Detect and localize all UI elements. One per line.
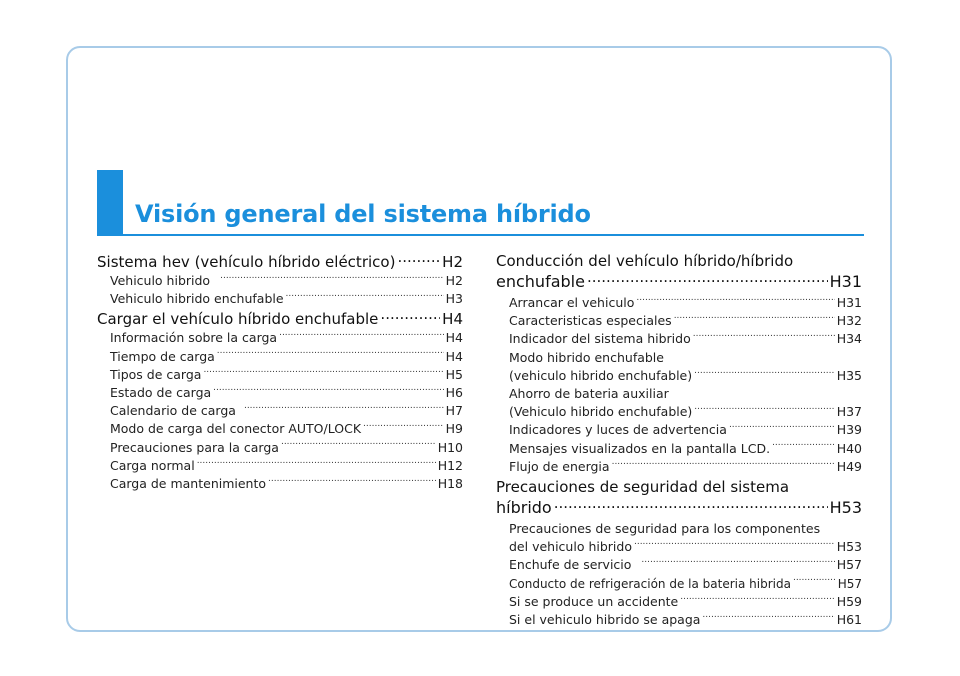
toc-item[interactable]: [496, 575, 862, 593]
toc-item[interactable]: [97, 348, 463, 366]
toc-page-number: H6: [445, 385, 463, 401]
toc-page-number: H53: [829, 498, 862, 518]
toc-leader-dots: [197, 457, 436, 470]
toc-leader-dots: [694, 404, 834, 417]
toc-item-label: Si el vehiculo hibrido se apaga: [509, 612, 701, 628]
toc-page-number: H57: [836, 557, 862, 573]
toc-page-number: H35: [836, 367, 862, 383]
toc-item-label[interactable]: Ahorro de bateria auxiliar: [509, 386, 669, 402]
toc-leader-dots: [363, 421, 444, 434]
toc-leader-dots: [793, 576, 836, 588]
toc-leader-dots: [702, 612, 834, 625]
toc-leader-dots: [674, 313, 835, 326]
toc-page-number: H2: [445, 273, 463, 288]
toc-section[interactable]: [97, 309, 463, 329]
toc-item[interactable]: [97, 457, 463, 475]
toc-leader-dots: [587, 271, 828, 287]
toc-item-label: Indicador del sistema hibrido: [509, 331, 691, 347]
toc-item-label: (Vehiculo hibrido enchufable): [509, 404, 693, 420]
toc-item[interactable]: [496, 367, 862, 385]
toc-leader-dots: [286, 291, 444, 304]
toc-item-label: (vehiculo hibrido enchufable): [509, 367, 693, 383]
toc-page-number: H37: [836, 404, 862, 420]
toc-item-label: Arrancar el vehiculo: [509, 295, 635, 310]
toc-item-label: Carga de mantenimiento: [110, 476, 267, 492]
toc-page-number: H39: [836, 422, 862, 438]
toc-leader-dots: [380, 309, 440, 324]
toc-item-label[interactable]: Precauciones de seguridad para los componentes: [509, 521, 821, 537]
toc-page-number: H10: [437, 439, 463, 455]
toc-item-label: Tiempo de carga: [110, 348, 215, 364]
toc-section-label[interactable]: Conducción del vehículo híbrido/híbrido: [496, 252, 794, 270]
toc-page-number: H49: [836, 458, 862, 474]
toc-leader-dots: [220, 273, 444, 286]
toc-leader-dots: [612, 458, 835, 471]
toc-leader-dots: [772, 440, 835, 453]
toc-section-label: enchufable: [496, 272, 585, 291]
toc-leader-dots: [279, 330, 444, 343]
chapter-header: [97, 170, 864, 236]
toc-leader-dots: [636, 295, 834, 308]
toc-section-label: Cargar el vehículo híbrido enchufable: [97, 310, 379, 329]
toc-item-label: del vehiculo hibrido: [509, 539, 632, 555]
toc-leader-dots: [203, 366, 443, 379]
toc-item[interactable]: [97, 439, 463, 457]
toc-item-label: Estado de carga: [110, 385, 212, 401]
toc-page-number: H40: [836, 440, 862, 456]
toc-page-number: H3: [445, 291, 463, 307]
toc-item-label: Modo de carga del conector AUTO/LOCK: [110, 421, 362, 437]
toc-page-number: H34: [836, 331, 862, 347]
toc-item[interactable]: [496, 538, 862, 556]
toc-page-number: H4: [445, 330, 463, 346]
toc-item[interactable]: [97, 366, 463, 384]
toc-item-label: Vehiculo hibrido: [110, 273, 211, 288]
toc-item[interactable]: [496, 556, 862, 574]
toc-page-number: H32: [836, 313, 862, 329]
toc-page-number: H4: [442, 310, 463, 329]
toc-page-number: H57: [837, 576, 862, 591]
toc-section-label: híbrido: [496, 498, 552, 518]
chapter-title: Visión general del sistema híbrido: [135, 200, 591, 228]
toc-item[interactable]: [97, 420, 463, 438]
toc-page-number: H31: [829, 272, 862, 291]
toc-item[interactable]: [496, 403, 862, 421]
toc-page-number: H5: [445, 366, 463, 382]
toc-leader-dots: [281, 439, 436, 452]
toc-item[interactable]: [97, 272, 463, 290]
toc-page-number: H31: [836, 295, 862, 310]
toc-item-label: Vehiculo hibrido enchufable: [110, 291, 284, 307]
toc-item[interactable]: [496, 330, 862, 348]
toc-item-label: Tipos de carga: [110, 366, 202, 382]
toc-leader-dots: [244, 403, 444, 416]
toc-leader-dots: [268, 476, 436, 489]
toc-item-label: Calendario de carga: [110, 403, 236, 419]
toc-page-number: H2: [442, 253, 463, 271]
toc-item[interactable]: [496, 294, 862, 312]
toc-item-label: Indicadores y luces de advertencia: [509, 422, 727, 438]
toc-section[interactable]: [496, 497, 862, 518]
toc-leader-dots: [213, 385, 443, 398]
toc-leader-dots: [397, 252, 440, 267]
toc-item-label: Caracteristicas especiales: [509, 313, 672, 329]
toc-leader-dots: [680, 593, 834, 606]
toc-section-label: Sistema hev (vehículo híbrido eléctrico): [97, 253, 396, 271]
toc-left-column: [97, 252, 463, 493]
toc-section[interactable]: [496, 271, 862, 292]
toc-leader-dots: [634, 539, 835, 552]
toc-page-number: H53: [836, 539, 862, 555]
toc-item-label: Información sobre la carga: [110, 330, 278, 346]
toc-item[interactable]: [496, 593, 862, 611]
toc-leader-dots: [554, 497, 828, 513]
toc-leader-dots: [693, 331, 835, 344]
toc-page-number: H59: [836, 593, 862, 609]
toc-section-label[interactable]: Precauciones de seguridad del sistema: [496, 478, 790, 497]
toc-page-number: H4: [445, 348, 463, 364]
toc-page-number: H12: [437, 457, 463, 473]
toc-leader-dots: [217, 348, 444, 361]
toc-page-number: H61: [836, 612, 862, 628]
toc-item[interactable]: [496, 312, 862, 330]
chapter-title-rule: [97, 234, 864, 236]
toc-item-label: Si se produce un accidente: [509, 593, 679, 609]
toc-section[interactable]: [97, 252, 463, 272]
toc-item-label: Carga normal: [110, 457, 195, 473]
toc-page-number: H9: [445, 421, 463, 437]
toc-item[interactable]: [496, 440, 862, 458]
toc-item-label: Conducto de refrigeración de la bateria hibrida: [509, 576, 791, 591]
toc-item-label: Precauciones para la carga: [110, 439, 279, 455]
toc-item[interactable]: [97, 290, 463, 308]
toc-item-label: Mensajes visualizados en la pantalla LCD.: [509, 440, 771, 456]
toc-page-number: H7: [445, 403, 463, 419]
toc-page-number: H18: [437, 476, 463, 492]
toc-item[interactable]: [97, 475, 463, 493]
toc-item-label: Flujo de energia: [509, 458, 610, 474]
chapter-color-block: [97, 170, 123, 236]
toc-leader-dots: [729, 422, 835, 435]
toc-item[interactable]: [97, 402, 463, 420]
toc-leader-dots: [694, 367, 835, 380]
toc-item-label[interactable]: Modo hibrido enchufable: [509, 349, 664, 365]
toc-item-label: Enchufe de servicio: [509, 557, 632, 573]
toc-item[interactable]: [496, 611, 862, 629]
toc-item[interactable]: [97, 329, 463, 347]
toc-leader-dots: [641, 557, 834, 570]
toc-item[interactable]: [496, 421, 862, 439]
toc-item[interactable]: [97, 384, 463, 402]
toc-right-column: [496, 252, 862, 629]
toc-item[interactable]: [496, 458, 862, 476]
